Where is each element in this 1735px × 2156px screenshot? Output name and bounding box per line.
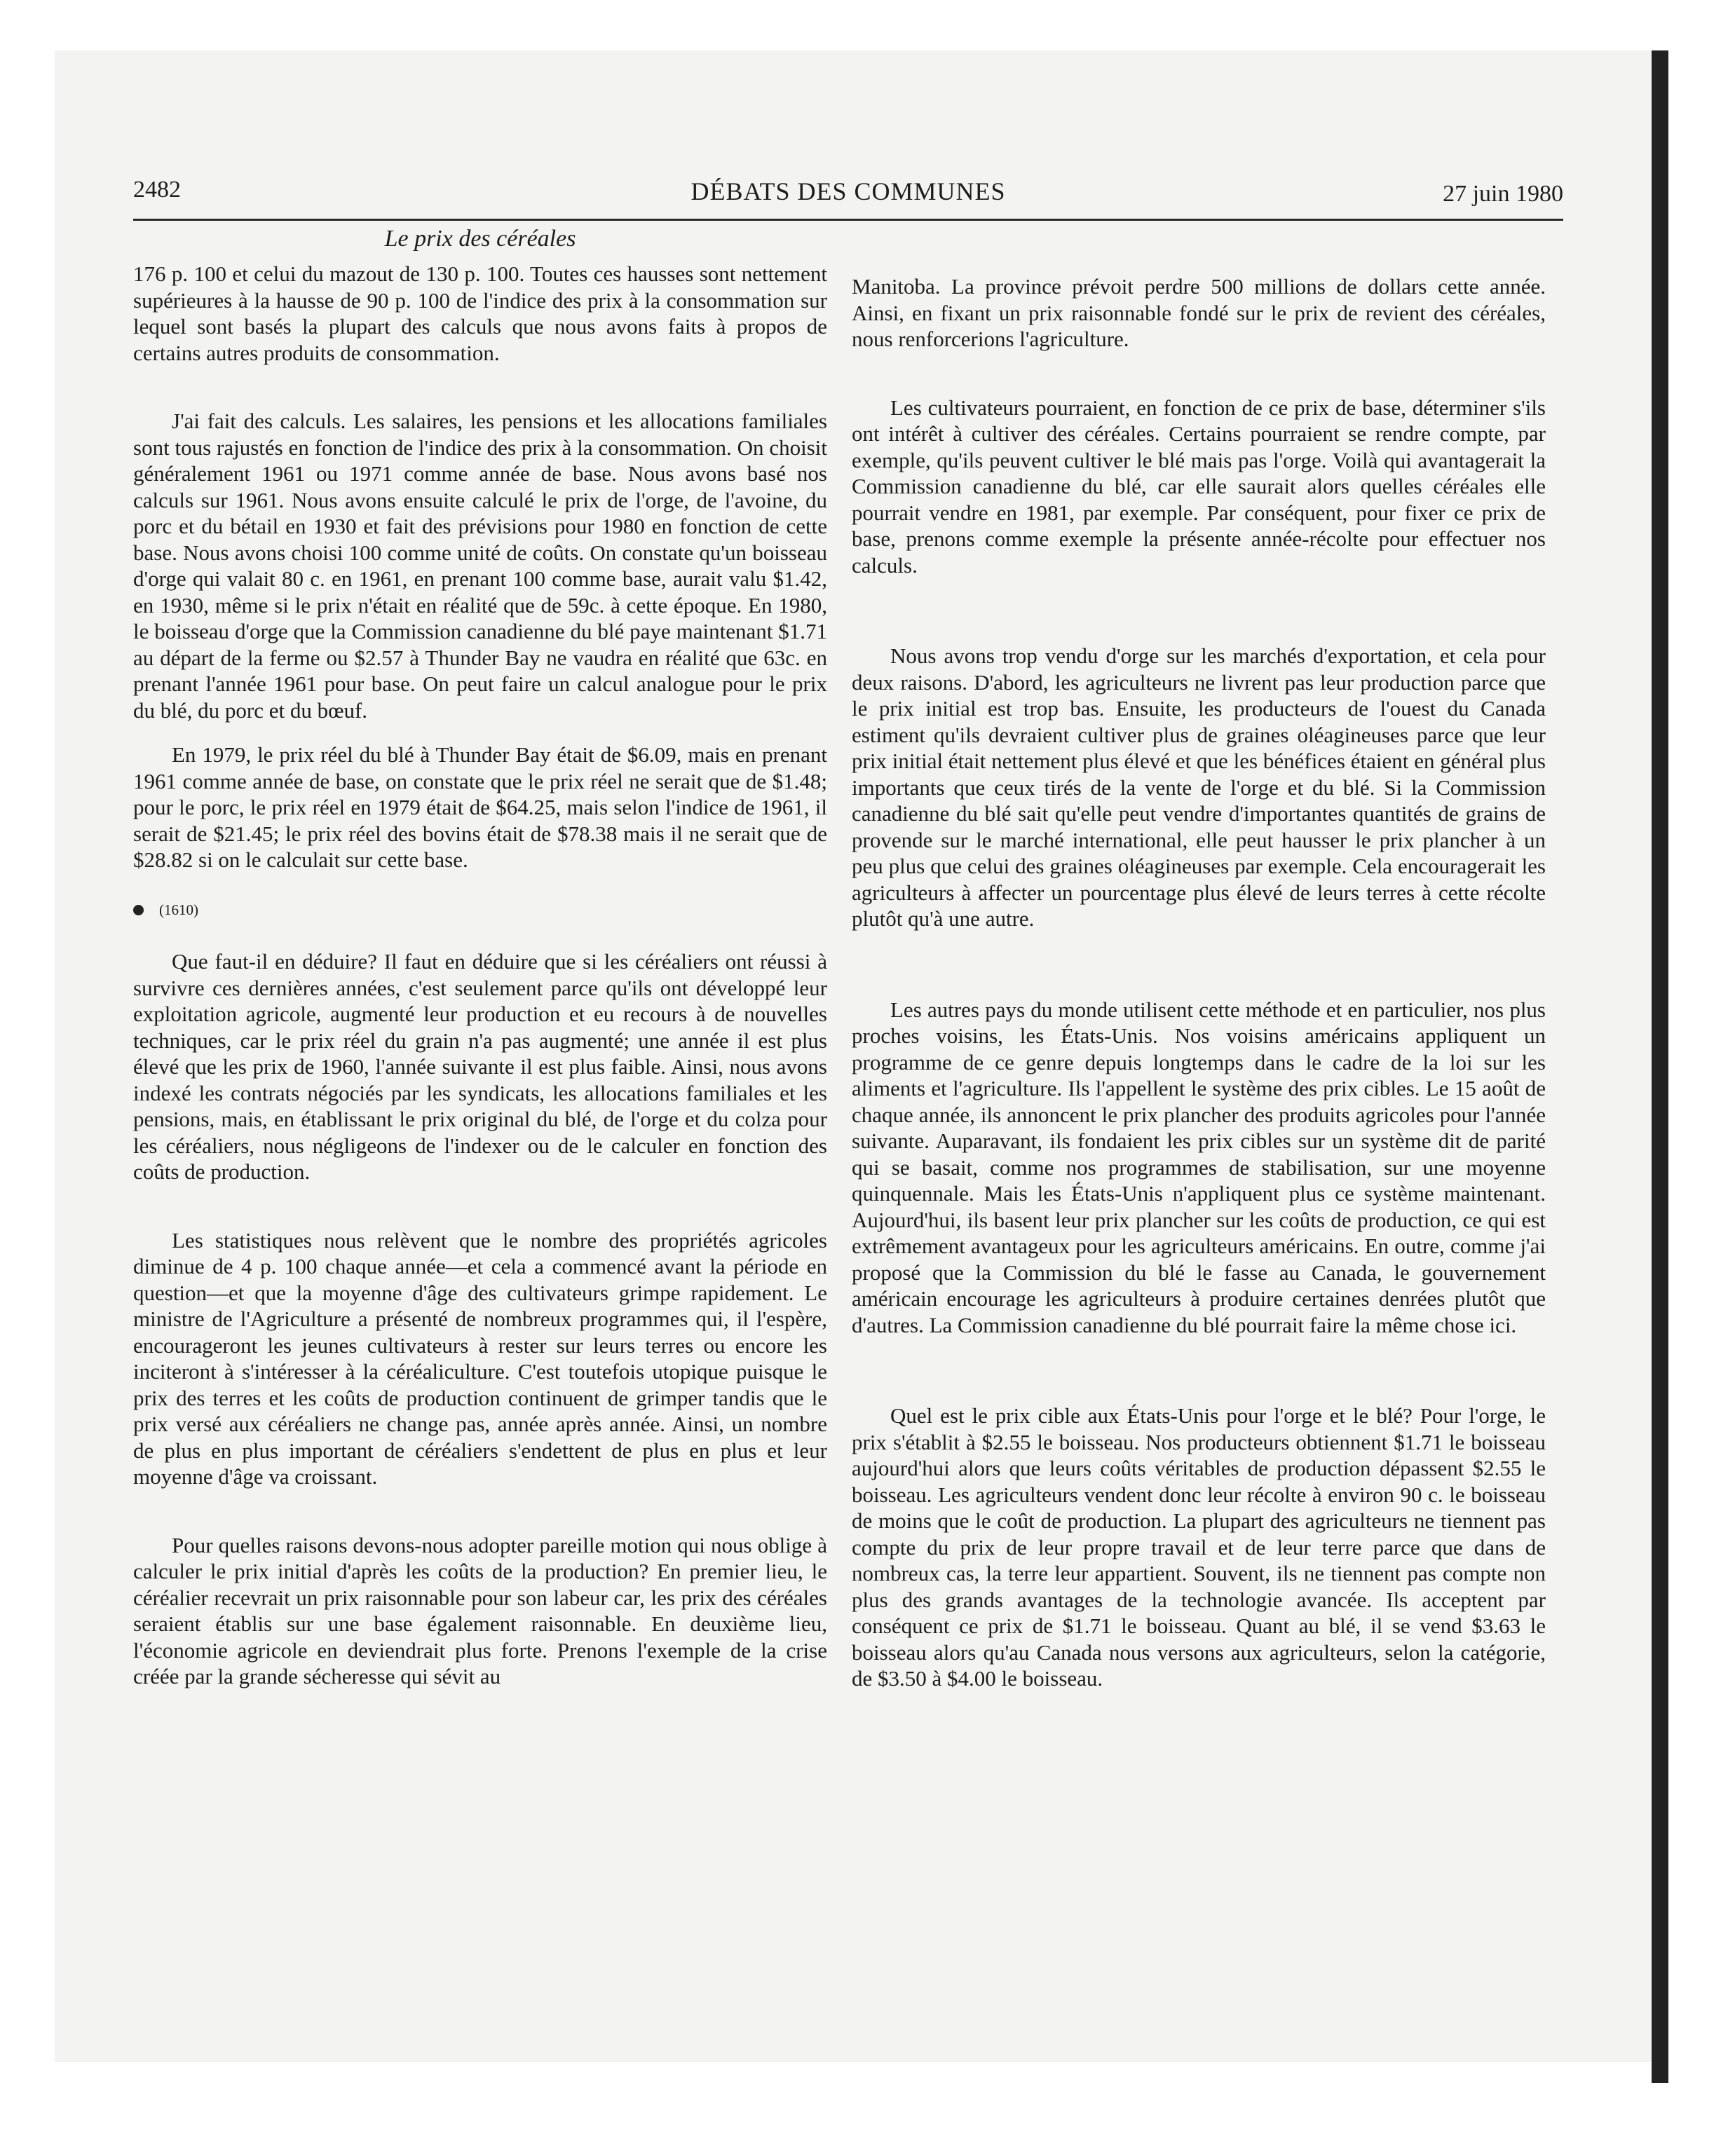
paragraph: Manitoba. La province prévoit perdre 500 millions de dollars cette année. Ainsi, en fixant un prix raisonnable fondé sur le prix de revient des céréales, nous renforcerions l'agriculture.	[852, 274, 1546, 351]
paragraph: Les cultivateurs pourraient, en fonction de ce prix de base, déterminer s'ils ont intérêt à cultiver des céréales. Certains pourraient se rendre compte, par exemple, qu'ils peuvent cultiver le blé mais pas l'orge. Voilà qui avantagerait la Commission canadienne du blé, car elle saurait alors quelles céréales elle pourrait vendre en 1981, par exemple. Par conséquent, pour fixer ce prix de base, prenons comme exemple la présente année-récolte pour effectuer nos calculs.	[852, 395, 1546, 578]
paragraph: Pour quelles raisons devons-nous adopter pareille motion qui nous oblige à calculer le prix initial d'après les coûts de la production? En premier lieu, le céréalier recevrait un prix raisonnable pour son labeur car, les prix des céréales seraient établis sur une base également raisonnable. En deuxième lieu, l'économie agricole en deviendrait plus forte. Prenons l'exemple de la crise créée par la grande sécheresse qui sévit au	[133, 1532, 827, 1688]
section-title: Le prix des céréales	[384, 226, 576, 252]
paragraph: Que faut-il en déduire? Il faut en déduire que si les céréaliers ont réussi à survivre ces dernières années, c'est seulement parce qu'ils ont développé leur exploitation agricole, augmenté leur production et eu recours à de nouvelles techniques, car le prix réel du grain n'a pas augmenté; une année il est plus élevé que les prix de 1960, l'année suivante il est plus faible. Ainsi, nous avons indexé les contrats négociés par les syndicats, les allocations familiales et les pensions, mais, en établissant le prix original du blé, de l'orge et du colza pour les céréaliers, nous négligeons de l'indexer ou de le calculer en fonction des coûts de production.	[133, 949, 827, 1184]
paragraph: Les autres pays du monde utilisent cette méthode et en particulier, nos plus proches voisins, les États-Unis. Nos voisins américains appliquent un programme de ce genre depuis longtemps dans le cadre de la loi sur les aliments et l'agriculture. Ils l'appellent le système des prix cibles. Le 15 août de chaque année, ils annoncent le prix plancher des produits agricoles pour l'année suivante. Auparavant, ils fondaient les prix cibles sur un système dit de parité qui se basait, comme nos programmes de stabilisation, sur une moyenne quinquennale. Mais les États-Unis n'appliquent plus ce système maintenant. Aujourd'hui, ils basent leur prix plancher sur les coûts de production, ce qui est extrêmement avantageux pour les agriculteurs américains. En outre, comme j'ai proposé que la Commission du blé le fasse au Canada, le gouvernement américain encourage les agriculteurs à produire certaines denrées plutôt que d'autres. La Commission canadienne du blé pourrait faire la même chose ici.	[852, 997, 1546, 1337]
left-column	[133, 261, 827, 1690]
bullet-icon	[133, 905, 144, 915]
timestamp-marker	[133, 897, 827, 924]
paragraph: Quel est le prix cible aux États-Unis pour l'orge et le blé? Pour l'orge, le prix s'établit à $2.55 le boisseau. Nos producteurs obtiennent $1.71 le boisseau aujourd'hui alors que leurs coûts véritables de production dépassent $2.55 le boisseau. Les agriculteurs vendent donc leur récolte à environ 90 c. le boisseau de moins que le coût de production. La plupart des agriculteurs ne tiennent pas compte du prix de leur propre travail et de leur terre parce que dans de nombreux cas, la terre leur appartient. Souvent, ils ne tiennent pas compte non plus des grands avantages de la technologie avancée. Ils acceptent par conséquent ce prix de $1.71 le boisseau. Quant au blé, il se vend $3.63 le boisseau alors qu'au Canada nous versons aux agriculteurs, selon la catégorie, de $3.50 à $4.00 le boisseau.	[852, 1403, 1546, 1691]
paragraph: En 1979, le prix réel du blé à Thunder Bay était de $6.09, mais en prenant 1961 comme année de base, on constate que le prix réel ne serait que de $1.48; pour le porc, le prix réel en 1979 était de $64.25, mais selon l'indice de 1961, il serait de $21.45; le prix réel des bovins était de $78.38 mais il ne serait que de $28.82 si on le calculait sur cette base.	[133, 742, 827, 872]
header-date: 27 juin 1980	[1443, 181, 1563, 207]
paragraph: J'ai fait des calculs. Les salaires, les pensions et les allocations familiales sont tous rajustés en fonction de l'indice des prix à la consommation. On choisit généralement 1961 ou 1971 comme année de base. Nous avons basé nos calculs sur 1961. Nous avons ensuite calculé le prix de l'orge, de l'avoine, du porc et du bétail en 1930 et fait des prévisions pour 1980 en fonction de cette base. Nous avons choisi 100 comme unité de coûts. On constate qu'un boisseau d'orge qui valait 80 c. en 1961, en prenant 100 comme base, aurait valu $1.42, en 1930, même si le prix n'était en réalité que de 59c. à cette époque. En 1980, le boisseau d'orge que la Commission canadienne du blé paye maintenant $1.71 au départ de la ferme ou $2.57 à Thunder Bay ne vaudra en réalité que 63c. en prenant l'année 1961 pour base. On peut faire un calcul analogue pour le prix du blé, du porc et du bœuf.	[133, 409, 827, 723]
right-column	[852, 273, 1546, 1692]
scan-edge-bar	[1652, 50, 1668, 2083]
page-number: 2482	[133, 177, 181, 203]
paragraph: 176 p. 100 et celui du mazout de 130 p. 100. Toutes ces hausses sont nettement supérieures à la hausse de 90 p. 100 de l'indice des prix à la consommation sur lequel sont basés la plupart des calculs que nous avons faits à propos de certains autres produits de consommation.	[133, 261, 827, 365]
page-header	[133, 177, 1563, 221]
timestamp: (1610)	[159, 901, 198, 918]
paragraph: Nous avons trop vendu d'orge sur les marchés d'exportation, et cela pour deux raisons. D'abord, les agriculteurs ne livrent pas leur production parce que le prix initial est trop bas. Ensuite, les producteurs de l'ouest du Canada estiment qu'ils devraient cultiver plus de graines oléagineuses parce que leur prix initial était nettement plus élevé et que les bénéfices étaient en général plus importants que ceux tirés de la vente de l'orge et du blé. Si la Commission canadienne du blé sait qu'elle peut vendre d'importantes quantités de grains de provende sur le marché international, elle peut hausser le prix plancher à un peu plus que celui des graines oléagineuses par exemple. Cela encouragerait les agriculteurs à affecter un pourcentage plus élevé de leurs terres à cette récolte plutôt qu'à une autre.	[852, 643, 1546, 931]
paragraph: Les statistiques nous relèvent que le nombre des propriétés agricoles diminue de 4 p. 100 chaque année—et cela a commencé avant la période en question—et que la moyenne d'âge des cultivateurs grimpe rapidement. Le ministre de l'Agriculture a présenté de nombreux programmes qui, il l'espère, encourageront les jeunes cultivateurs à rester sur leurs terres ou encore les inciteront à s'intéresser à la céréaliculture. C'est toutefois utopique puisque le prix des terres et les coûts de production continuent de grimper tandis que le prix versé aux céréaliers ne change pas, année après année. Ainsi, un nombre de plus en plus important de céréaliers s'endettent de plus en plus et leur moyenne d'âge va croissant.	[133, 1227, 827, 1489]
running-title: DÉBATS DES COMMUNES	[690, 177, 1006, 205]
